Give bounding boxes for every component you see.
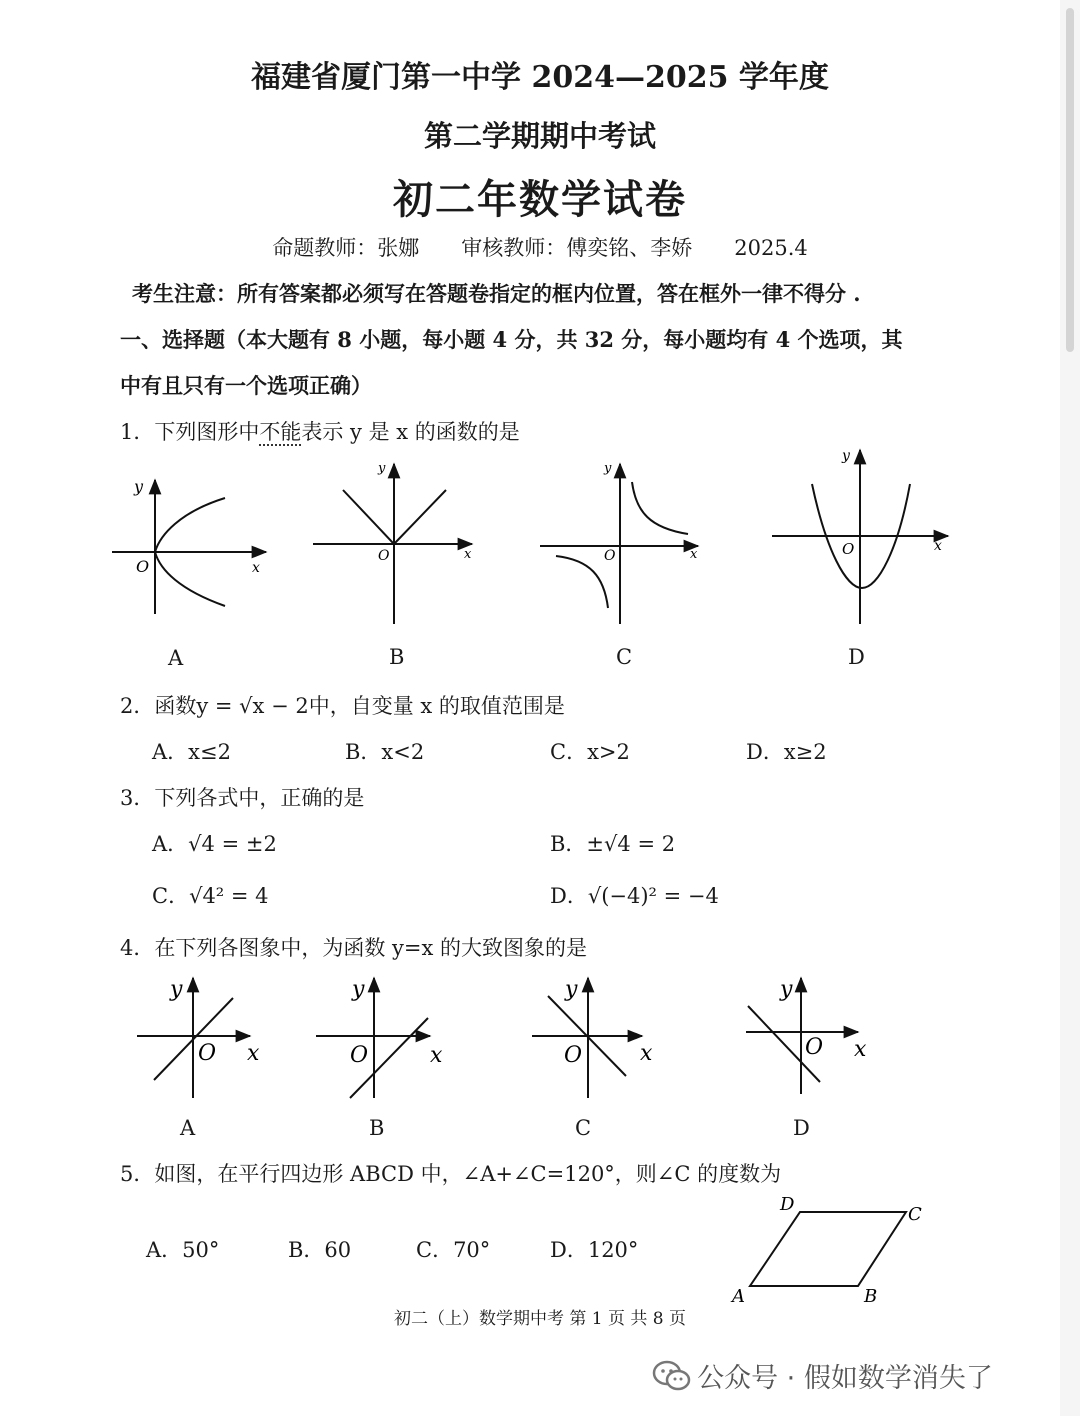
q4a-y-label: y <box>170 977 183 1002</box>
watermark <box>652 1356 993 1395</box>
q1c-x-label: x <box>690 547 698 562</box>
q5-option-d: D．120° <box>550 1238 639 1262</box>
q1-label-b: B <box>389 645 405 669</box>
question-2: 2．函数y = √x − 2中，自变量 x 的取值范围是 <box>120 694 565 718</box>
watermark-text: 公众号 · 假如数学消失了 <box>697 1363 993 1394</box>
q3-option-b: B．±√4 = 2 <box>550 832 676 856</box>
q1-pre: 下列图形中 <box>154 420 260 444</box>
question-4: 4．在下列各图象中，为函数 y=x 的大致图象的是 <box>120 936 588 960</box>
q4-label-b: B <box>369 1116 385 1140</box>
q1b-x-label: x <box>464 547 472 562</box>
q4a-o-label: O <box>198 1041 217 1066</box>
q1b-o-label: O <box>378 548 390 564</box>
q1-graphs <box>0 440 1060 680</box>
q4c-y-label: y <box>565 977 578 1002</box>
wechat-icon <box>652 1359 692 1393</box>
q1d-y-label: y <box>842 448 850 464</box>
q1-label-c: C <box>616 645 633 669</box>
q4d-y-label: y <box>780 977 793 1002</box>
q1c-curve-2 <box>556 556 608 608</box>
q4-label-a: A <box>180 1116 196 1140</box>
q4-graphs <box>0 966 1060 1116</box>
q4-graph-a[interactable] <box>137 977 260 1098</box>
q2-option-c: C．x>2 <box>550 740 630 764</box>
q5-vertex-c: C <box>908 1204 922 1225</box>
page-footer: 初二（上）数学期中考 第 1 页 共 8 页 <box>393 1309 687 1329</box>
q3-option-d: D．√(−4)² = −4 <box>550 884 719 908</box>
q4b-x-label: x <box>430 1043 443 1068</box>
q1-number: 1． <box>120 420 155 444</box>
section1-heading-cont: 中有且只有一个选项正确） <box>120 373 372 398</box>
q5-option-a: A．50° <box>146 1238 220 1262</box>
q4a-x-label: x <box>247 1041 260 1066</box>
q5-vertex-d: D <box>780 1194 795 1215</box>
q1-graph-b[interactable] <box>313 461 472 624</box>
q1c-curve-1 <box>632 482 688 534</box>
q1a-y-label: y <box>134 477 144 496</box>
paper-title: 初二年数学试卷 <box>393 176 687 223</box>
q4c-x-label: x <box>640 1041 653 1066</box>
q2-option-b: B．x<2 <box>345 740 425 764</box>
q4-graph-b[interactable] <box>316 977 443 1098</box>
q5-parallelogram <box>750 1212 906 1286</box>
q4-graph-c[interactable] <box>532 977 653 1098</box>
q2-option-a: A．x≤2 <box>152 740 231 764</box>
q1-label-d: D <box>848 645 865 669</box>
q1-post: 表示 y 是 x 的函数的是 <box>301 420 520 444</box>
q5-vertex-a: A <box>732 1286 745 1307</box>
q4-label-c: C <box>575 1116 592 1140</box>
q5-vertex-b: B <box>864 1286 878 1307</box>
q1c-o-label: O <box>604 548 616 564</box>
q1-label-a: A <box>168 646 184 670</box>
q4d-x-label: x <box>854 1037 867 1062</box>
q1-emphasis: 不能 <box>259 420 302 444</box>
q1b-y-label: y <box>378 461 386 476</box>
q1d-o-label: O <box>842 540 855 558</box>
q4b-y-label: y <box>352 977 365 1002</box>
section1-heading: 一、选择题（本大题有 8 小题，每小题 4 分，共 32 分，每小题均有 4 个选项，其 <box>120 327 903 352</box>
q3-option-a: A．√4 = ±2 <box>152 832 277 856</box>
q4b-o-label: O <box>350 1043 369 1068</box>
q4-label-d: D <box>793 1116 810 1140</box>
q1d-x-label: x <box>934 538 942 554</box>
author-line: 命题教师：张娜 审核教师：傅奕铭、李娇 2025.4 <box>272 236 808 260</box>
q4d-o-label: O <box>805 1035 824 1060</box>
q4c-o-label: O <box>564 1043 583 1068</box>
q2-option-d: D．x≥2 <box>746 740 827 764</box>
exam-notice: 考生注意：所有答案都必须写在答题卷指定的框内位置，答在框外一律不得分 . <box>132 281 861 306</box>
q1c-y-label: y <box>604 461 612 476</box>
q1a-x-label: x <box>252 560 260 576</box>
q1a-o-label: O <box>136 557 150 576</box>
q3-option-c: C．√4² = 4 <box>152 884 269 908</box>
q5-option-b: B．60 <box>288 1238 352 1262</box>
q1-graph-d[interactable] <box>772 448 948 624</box>
question-3: 3．下列各式中，正确的是 <box>120 786 365 810</box>
q5-parallelogram-figure <box>720 1190 930 1310</box>
q1-graph-a[interactable] <box>112 477 266 614</box>
q4-graph-d[interactable] <box>746 977 867 1094</box>
question-5: 5．如图，在平行四边形 ABCD 中，∠A+∠C=120°，则∠C 的度数为 <box>120 1162 782 1186</box>
q1-graph-c[interactable] <box>540 461 698 624</box>
term-title: 第二学期期中考试 <box>423 119 656 153</box>
q5-option-c: C．70° <box>416 1238 491 1262</box>
school-title: 福建省厦门第一中学 2024—2025 学年度 <box>251 60 829 95</box>
